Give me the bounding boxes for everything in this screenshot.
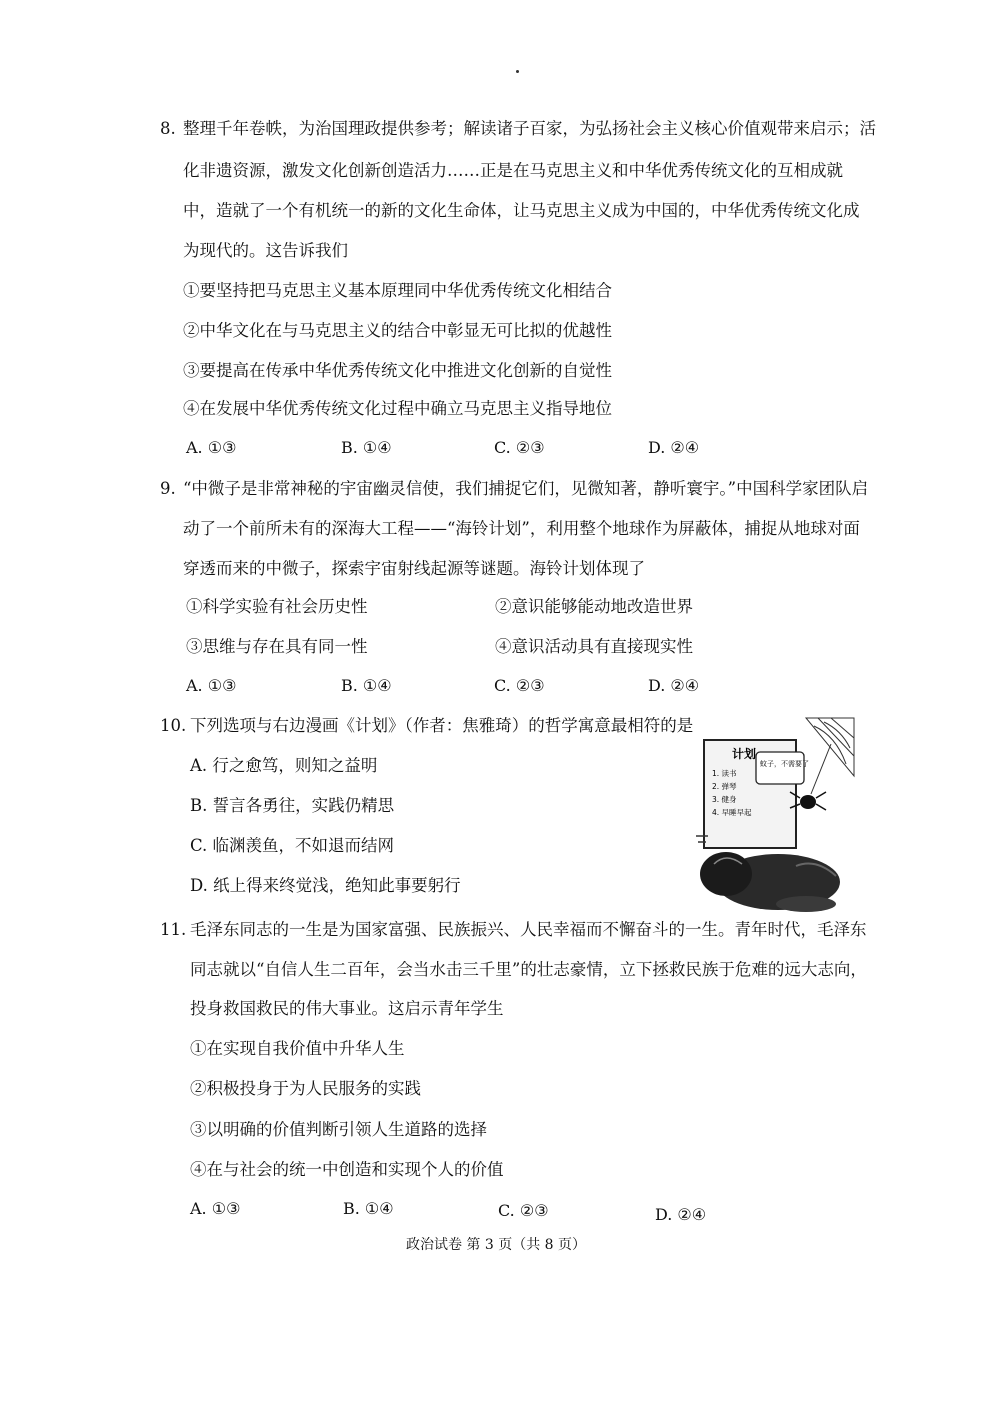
q11-stem-line-2: 同志就以“自信人生二百年，会当水击三千里”的壮志豪情，立下拯救民族于危难的远大志向， xyxy=(190,960,867,979)
q11-item-4: ④在与社会的统一中创造和实现个人的价值 xyxy=(190,1160,504,1179)
plan-board-item-4: 4. 早睡早起 xyxy=(712,808,752,817)
q9-item-1: ①科学实验有社会历史性 xyxy=(186,597,368,616)
scan-speck xyxy=(516,70,519,73)
q9-number: 9. xyxy=(160,479,176,498)
q10-choice-a: A. 行之愈笃，则知之益明 xyxy=(190,756,378,775)
q10-choice-c: C. 临渊羡鱼，不如退而结网 xyxy=(190,836,395,855)
q11-number: 11. xyxy=(160,920,187,939)
q9-item-2: ②意识能够能动地改造世界 xyxy=(495,597,693,616)
q9-stem-line-2: 动了一个前所未有的深海大工程——“海铃计划”，利用整个地球作为屏蔽体，捕捉从地球对面 xyxy=(183,519,860,538)
q9-stem-line-3: 穿透而来的中微子，探索宇宙射线起源等谜题。海铃计划体现了 xyxy=(183,559,645,578)
q11-stem-line-1: 毛泽东同志的一生是为国家富强、民族振兴、人民幸福而不懈奋斗的一生。青年时代，毛泽东 xyxy=(190,920,867,939)
q11-item-2: ②积极投身于为人民服务的实践 xyxy=(190,1079,421,1098)
q11-item-1: ①在实现自我价值中升华人生 xyxy=(190,1039,405,1058)
q8-stem-line-4: 为现代的。这告诉我们 xyxy=(183,241,348,260)
q8-choice-b: B. ①④ xyxy=(341,438,392,457)
q9-stem-line-1: “中微子是非常神秘的宇宙幽灵信使，我们捕捉它们，见微知著，静听寰宇。”中国科学家团队启 xyxy=(183,479,869,498)
q11-item-3: ③以明确的价值判断引领人生道路的选择 xyxy=(190,1120,487,1139)
plan-board-item-1: 1. 读书 xyxy=(712,769,737,778)
q9-choice-d: D. ②④ xyxy=(648,676,700,695)
q8-item-1: ①要坚持把马克思主义基本原理同中华优秀传统文化相结合 xyxy=(183,281,612,300)
q9-choice-c: C. ②③ xyxy=(494,676,545,695)
q9-choice-a: A. ①③ xyxy=(186,676,237,695)
q8-number: 8. xyxy=(160,119,176,138)
q11-choice-c: C. ②③ xyxy=(498,1201,549,1220)
q10-choice-b: B. 誓言各勇往，实践仍精思 xyxy=(190,796,395,815)
q11-choice-b: B. ①④ xyxy=(343,1199,394,1218)
q9-item-3: ③思维与存在具有同一性 xyxy=(186,637,368,656)
q10-choice-d: D. 纸上得来终觉浅，绝知此事要躬行 xyxy=(190,876,461,895)
q8-choice-d: D. ②④ xyxy=(648,438,700,457)
plan-board-item-2: 2. 弹琴 xyxy=(712,782,737,791)
q8-choice-a: A. ①③ xyxy=(186,438,237,457)
q9-choice-b: B. ①④ xyxy=(341,676,392,695)
q10-number: 10. xyxy=(160,716,187,735)
speech-bubble xyxy=(756,752,804,784)
q8-stem-line-2: 化非遗资源，激发文化创新创造活力……正是在马克思主义和中华优秀传统文化的互相成就 xyxy=(183,161,843,180)
q8-stem-line-1: 整理千年卷帙，为治国理政提供参考；解读诸子百家，为弘扬社会主义核心价值观带来启示；活 xyxy=(183,119,876,138)
plan-board-item-3: 3. 健身 xyxy=(712,795,737,804)
q11-stem-line-3: 投身救国救民的伟大事业。这启示青年学生 xyxy=(190,999,504,1018)
plan-board-title: 计划 xyxy=(732,747,757,761)
q8-choice-c: C. ②③ xyxy=(494,438,545,457)
q9-item-4: ④意识活动具有直接现实性 xyxy=(495,637,693,656)
q11-choice-d: D. ②④ xyxy=(655,1205,707,1224)
q8-item-3: ③要提高在传承中华优秀传统文化中推进文化创新的自觉性 xyxy=(183,361,612,380)
q8-item-4: ④在发展中华优秀传统文化过程中确立马克思主义指导地位 xyxy=(183,399,612,418)
q8-item-2: ②中华文化在与马克思主义的结合中彰显无可比拟的优越性 xyxy=(183,321,612,340)
q11-choice-a: A. ①③ xyxy=(190,1199,241,1218)
speech-bubble-text: 蚊子，不需要了 xyxy=(760,760,809,768)
q10-stem: 下列选项与右边漫画《计划》（作者：焦雅琦）的哲学寓意最相符的是 xyxy=(190,716,694,735)
page-footer: 政治试卷 第 3 页（共 8 页） xyxy=(405,1237,587,1253)
q8-stem-line-3: 中，造就了一个有机统一的新的文化生命体，让马克思主义成为中国的，中华优秀传统文化成 xyxy=(183,201,860,220)
plan-cartoon xyxy=(686,716,856,916)
